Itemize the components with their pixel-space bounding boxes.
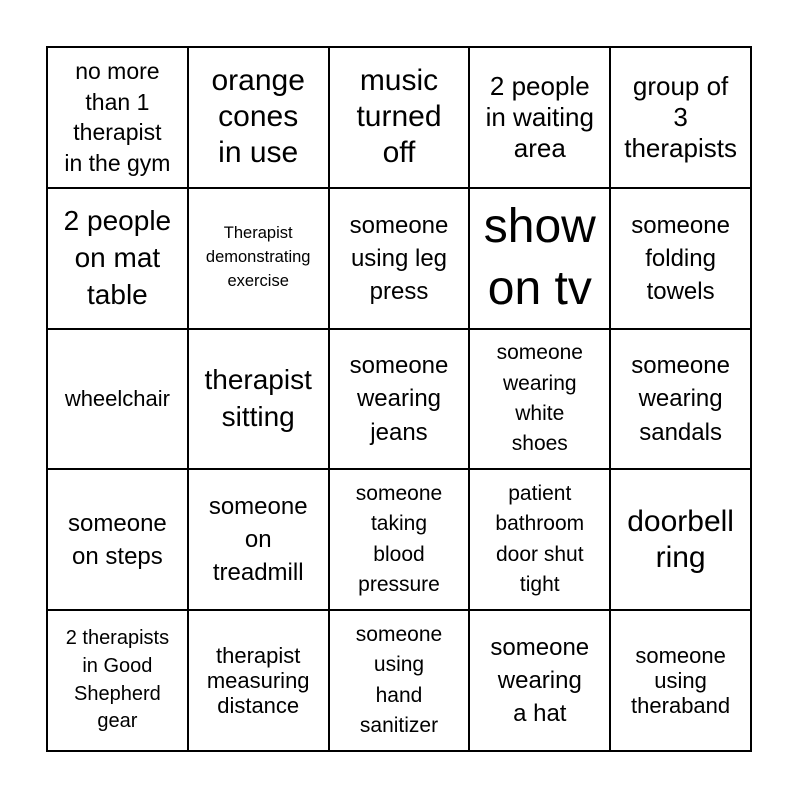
- bingo-cell[interactable]: [611, 189, 752, 330]
- bingo-cell[interactable]: [611, 48, 752, 189]
- cell-label: music turned off: [356, 64, 442, 170]
- cell-label: someone folding towels: [631, 211, 730, 305]
- bingo-cell[interactable]: [470, 611, 611, 752]
- bingo-cell[interactable]: [48, 611, 189, 752]
- cell-label: someone taking blood pressure: [355, 481, 443, 597]
- cell-label: show on tv: [483, 199, 596, 316]
- cell-label: someone wearing a hat: [490, 633, 590, 728]
- cell-label: group of 3 therapists: [624, 70, 737, 163]
- cell-label: 2 people on mat table: [63, 204, 172, 310]
- cell-label: someone wearing sandals: [631, 352, 730, 446]
- bingo-cell[interactable]: [330, 48, 471, 189]
- bingo-cell[interactable]: [470, 189, 611, 330]
- bingo-cell[interactable]: [48, 470, 189, 611]
- bingo-cell[interactable]: [330, 330, 471, 471]
- bingo-card: [46, 46, 752, 752]
- bingo-cell[interactable]: [189, 470, 330, 611]
- bingo-cell[interactable]: [330, 611, 471, 752]
- cell-label: therapist sitting: [204, 364, 312, 432]
- cell-label: doorbell ring: [627, 504, 734, 574]
- cell-label: therapist measuring distance: [206, 642, 310, 719]
- cell-label: someone on treadmill: [208, 493, 308, 587]
- bingo-cell[interactable]: [611, 330, 752, 471]
- cell-label: 2 people in waiting area: [485, 70, 594, 163]
- cell-label: patient bathroom door shut tight: [495, 481, 585, 597]
- bingo-cell[interactable]: [189, 189, 330, 330]
- bingo-cell[interactable]: [470, 48, 611, 189]
- bingo-cell[interactable]: [189, 611, 330, 752]
- cell-label: someone using theraband: [631, 642, 731, 719]
- cell-label: someone wearing jeans: [349, 352, 449, 446]
- cell-label: orange cones in use: [211, 64, 305, 170]
- cell-label: someone using hand sanitizer: [355, 622, 443, 738]
- bingo-cell[interactable]: [189, 330, 330, 471]
- bingo-cell[interactable]: [330, 470, 471, 611]
- bingo-cell[interactable]: [189, 48, 330, 189]
- cell-label: someone using leg press: [349, 211, 449, 305]
- bingo-cell[interactable]: [48, 189, 189, 330]
- bingo-cell[interactable]: [611, 611, 752, 752]
- bingo-cell[interactable]: [48, 48, 189, 189]
- bingo-cell[interactable]: [611, 470, 752, 611]
- cell-label: no more than 1 therapist in the gym: [64, 58, 171, 176]
- cell-label: Therapist demonstrating exercise: [205, 224, 311, 291]
- bingo-cell[interactable]: [48, 330, 189, 471]
- cell-label: someone wearing white shoes: [496, 341, 583, 456]
- bingo-cell[interactable]: [470, 330, 611, 471]
- bingo-cell[interactable]: [330, 189, 471, 330]
- cell-label: 2 therapists in Good Shepherd gear: [65, 627, 170, 733]
- bingo-cell[interactable]: [470, 470, 611, 611]
- cell-label: wheelchair: [64, 386, 170, 412]
- cell-label: someone on steps: [68, 509, 167, 570]
